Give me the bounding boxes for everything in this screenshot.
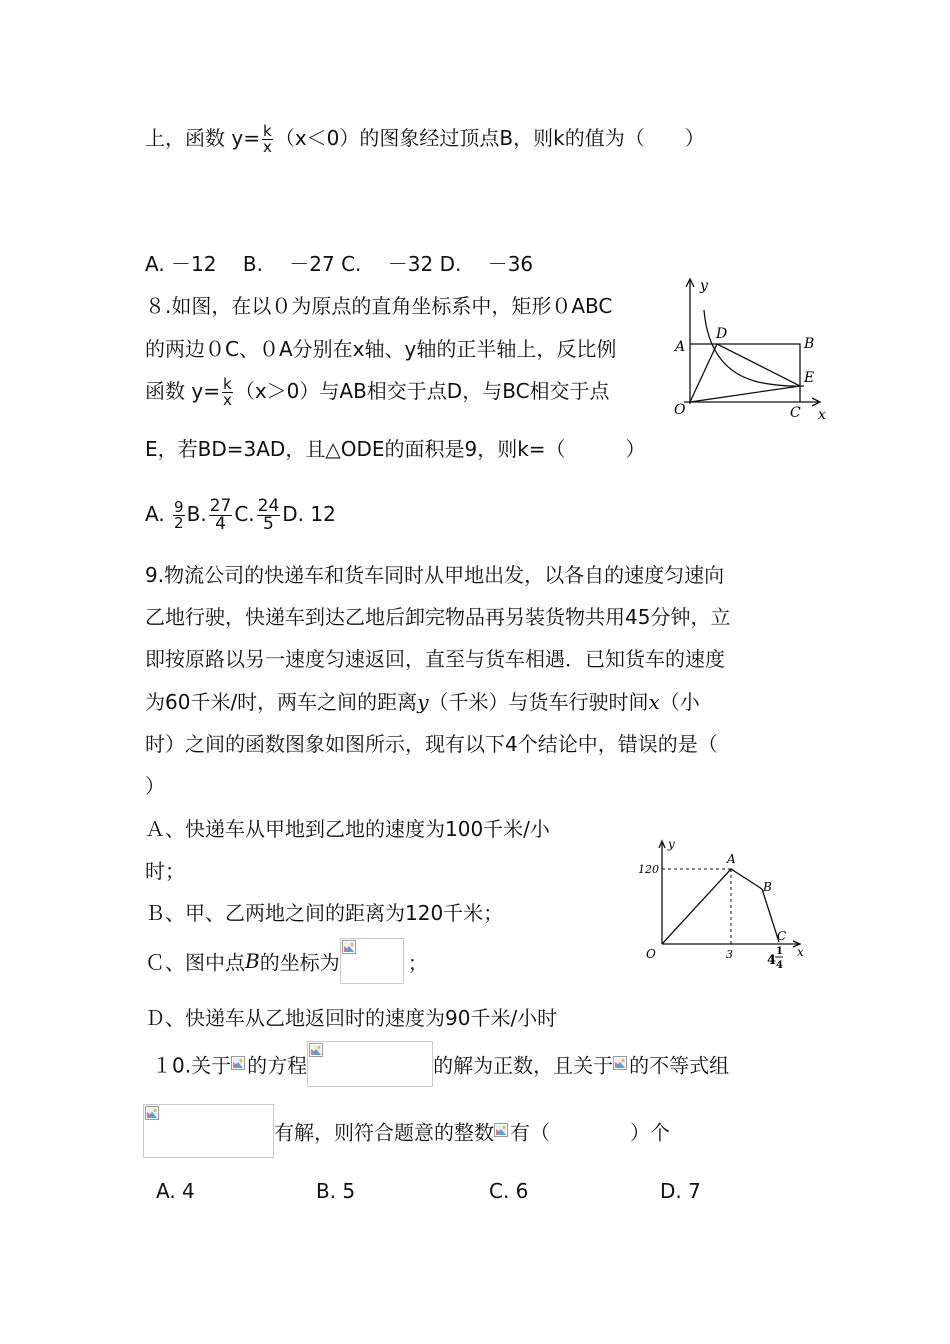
q10-p4: 的不等式组 [629, 1053, 730, 1078]
q9-line4-b: （千米）与货车行驶时间 [428, 690, 649, 714]
q9-label-120: 120 [638, 863, 659, 876]
q8-label-d: D [716, 326, 728, 342]
q10-p1: １0.关于 [152, 1053, 232, 1078]
q8-line2: 的两边０C、０A分别在x轴、y轴的正半轴上，反比例 [145, 337, 617, 361]
q9-opt-c-formula-image [340, 938, 404, 984]
q9-opt-c-point-b: B [245, 949, 260, 973]
q9-label-x: x [797, 945, 804, 959]
q9-line3: 即按原路以另一速度匀速返回，直至与货车相遇．已知货车的速度 [145, 647, 725, 671]
q8-label-e: E [804, 370, 815, 386]
q8-label-a: A [675, 339, 686, 355]
q8-frac-numerator: k [223, 375, 232, 393]
q9-label-3: 3 [726, 948, 733, 961]
q9-line4-c: （小 [659, 690, 700, 714]
q8-triangle-ode [690, 344, 800, 402]
q7-stem [145, 122, 705, 155]
q9-line4 [145, 686, 700, 715]
q9-line1: 9.物流公司的快递车和货车同时从甲地出发，以各自的速度匀速向 [145, 563, 725, 587]
q10-option-d: D. 7 [660, 1179, 701, 1203]
q10-option-b: B. 5 [316, 1179, 356, 1203]
q9-label-b: B [763, 880, 772, 894]
q8-line3-prefix: 函数 y= [145, 379, 220, 403]
broken-image-icon [145, 1106, 159, 1120]
q9-line2: 乙地行驶，快递车到达乙地后卸完物品再另装货物共用45分钟，立 [145, 605, 731, 629]
q9-option-c [145, 938, 428, 984]
q9-var-x: x [648, 690, 660, 714]
q9-option-a2: 时； [145, 859, 185, 883]
q8-fraction [222, 377, 233, 408]
q7-frac-numerator: k [263, 122, 272, 140]
q7-prefix: 上，函数 y= [145, 126, 260, 150]
q10-equation-image [307, 1041, 433, 1087]
q7-fraction [262, 124, 273, 155]
q8-label-o: O [674, 402, 686, 418]
q8-opt-a-fraction [173, 500, 185, 531]
q10-line1 [152, 1041, 729, 1087]
q8-opt-c-den: 5 [263, 514, 274, 534]
q7-options: A. －12 B. －27 C. －32 D. －36 [145, 252, 534, 276]
q9-figure [634, 834, 810, 978]
q8-opt-a-den: 2 [174, 514, 184, 532]
q10-p3: 的解为正数，且关于 [433, 1053, 614, 1078]
q8-opt-c-fraction [257, 498, 281, 533]
q9-opt-c-end: ； [407, 950, 428, 975]
q8-opt-b-num: 27 [209, 496, 232, 516]
q9-option-b: Ｂ、甲、乙两地之间的距离为120千米； [145, 901, 504, 925]
q8-opt-b-den: 4 [215, 514, 226, 534]
q8-opt-b-label: B. [186, 502, 207, 526]
q8-opt-b-fraction [209, 498, 233, 533]
q8-line3-suffix: （x＞0）与AB相交于点D，与BC相交于点 [234, 379, 610, 403]
broken-image-icon [342, 940, 356, 954]
q10-line2 [143, 1104, 670, 1158]
q8-hyperbola [704, 310, 804, 386]
broken-image-icon [231, 1056, 247, 1072]
q9-line5: 时）之间的函数图象如图所示，现有以下4个结论中，错误的是（ [145, 732, 718, 756]
q9-option-a1: Ａ、快递车从甲地到乙地的速度为100千米/小 [145, 817, 550, 841]
q9-var-y: y [417, 690, 429, 714]
q9-opt-c-mid: 的坐标为 [259, 950, 340, 975]
q8-opt-d: D. 12 [282, 502, 336, 526]
q10-p2: 的方程 [247, 1053, 308, 1078]
q9-label-c: C [777, 929, 787, 943]
q8-opt-c-label: C. [234, 502, 255, 526]
q8-opt-a-num: 9 [174, 498, 184, 516]
q8-line4: E，若BD=3AD，且△ODE的面积是9，则k=（ ） [145, 437, 646, 461]
q8-opt-c-num: 24 [257, 496, 280, 516]
q10-option-c: C. 6 [489, 1179, 529, 1203]
q9-option-d: Ｄ、快递车从乙地返回时的速度为90千米/小时 [145, 1006, 558, 1030]
q8-label-b: B [804, 336, 815, 352]
q9-label-o: O [646, 947, 656, 961]
q8-figure [662, 274, 838, 426]
q8-rectangle [690, 344, 800, 402]
q8-label-c: C [790, 405, 801, 421]
broken-image-icon [309, 1043, 323, 1057]
q8-frac-denominator: x [222, 391, 232, 409]
q7-frac-denominator: x [262, 138, 272, 156]
q9-label-4: 4 [767, 953, 777, 968]
q10-inequality-image [143, 1104, 274, 1158]
q9-label-frac-num: 1 [776, 946, 783, 957]
q9-line4-a: 为60千米/时，两车之间的距离 [145, 690, 418, 714]
broken-image-icon [613, 1056, 629, 1072]
q10-p5: 有解，则符合题意的整数 [274, 1120, 494, 1145]
q8-opt-a-label: A. [145, 502, 165, 526]
q10-p6: 有（ ）个 [510, 1120, 670, 1145]
q9-graph-line [662, 869, 779, 944]
broken-image-icon [494, 1123, 510, 1139]
q8-line3 [145, 375, 610, 408]
q10-option-a: A. 4 [156, 1179, 195, 1203]
q8-options [145, 498, 336, 533]
q9-opt-c-prefix: Ｃ、图中点 [145, 950, 245, 975]
q9-label-a: A [727, 852, 736, 866]
q9-label-frac-den: 4 [776, 960, 783, 971]
q9-label-y: y [668, 837, 675, 851]
q8-label-x: x [818, 407, 826, 423]
q8-label-y: y [700, 278, 708, 294]
q9-line6: ） [145, 774, 165, 798]
q7-suffix: （x＜0）的图象经过顶点B，则k的值为（ ） [274, 126, 705, 150]
q8-line1: ８.如图，在以０为原点的直角坐标系中，矩形０ABC [145, 294, 613, 318]
